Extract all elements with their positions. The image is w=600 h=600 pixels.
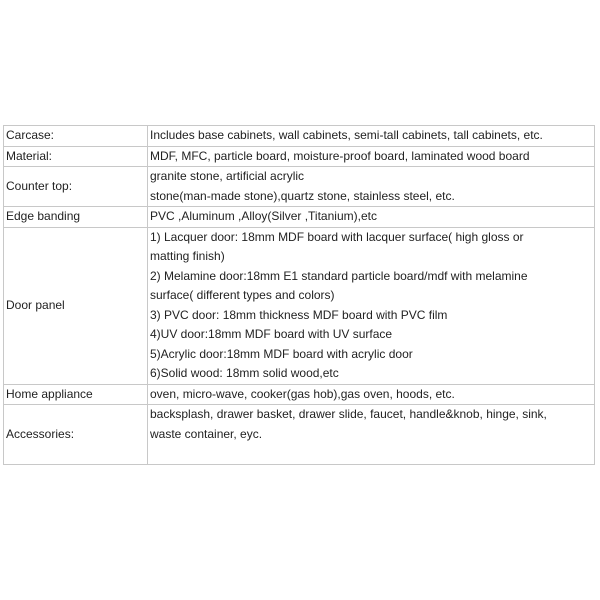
row-label: Material: (4, 146, 148, 167)
row-label: Door panel (4, 227, 148, 384)
row-label: Counter top: (4, 167, 148, 207)
row-value (148, 167, 595, 207)
value-line: MDF, MFC, particle board, moisture-proof board, laminated wood board (150, 148, 530, 163)
row-value (148, 384, 595, 405)
value-line: PVC ,Aluminum ,Alloy(Silver ,Titanium),etc (150, 209, 377, 223)
value-line: 1) Lacquer door: 18mm MDF board with lacquer surface( high gloss or (150, 229, 524, 244)
row-value (148, 126, 595, 147)
table-row (4, 207, 595, 228)
value-line: waste container, eyc. (150, 426, 263, 441)
value-line: matting finish) (150, 249, 225, 263)
table-row (4, 384, 595, 405)
row-label: Carcase: (4, 126, 148, 147)
spec-table (3, 125, 595, 465)
value-line: 6)Solid wood: 18mm solid wood,etc (150, 366, 339, 380)
value-line: surface( different types and colors) (150, 288, 335, 302)
value-line: 2) Melamine door:18mm E1 standard particle board/mdf with melamine (150, 268, 528, 283)
table-row (4, 146, 595, 167)
table-row (4, 126, 595, 147)
row-value (148, 207, 595, 228)
value-line: stone(man-made stone),quartz stone, stainless steel, etc. (150, 188, 455, 203)
value-line: 3) PVC door: 18mm thickness MDF board with PVC film (150, 307, 448, 322)
row-label: Accessories: (4, 405, 148, 465)
table-row (4, 405, 595, 465)
table-row (4, 167, 595, 207)
row-value (148, 405, 595, 465)
value-line: 5)Acrylic door:18mm MDF board with acrylic door (150, 346, 413, 361)
row-value (148, 227, 595, 384)
value-line (150, 444, 592, 464)
value-line: 4)UV door:18mm MDF board with UV surface (150, 327, 393, 341)
value-line: backsplash, drawer basket, drawer slide, faucet, handle&knob, hinge, sink, (150, 407, 547, 421)
row-value (148, 146, 595, 167)
table-row (4, 227, 595, 384)
value-line: granite stone, artificial acrylic (150, 169, 305, 183)
row-label: Edge banding (4, 207, 148, 228)
value-line: oven, micro-wave, cooker(gas hob),gas oven, hoods, etc. (150, 386, 455, 401)
value-line: Includes base cabinets, wall cabinets, semi-tall cabinets, tall cabinets, etc. (150, 128, 543, 142)
row-label: Home appliance (4, 384, 148, 405)
